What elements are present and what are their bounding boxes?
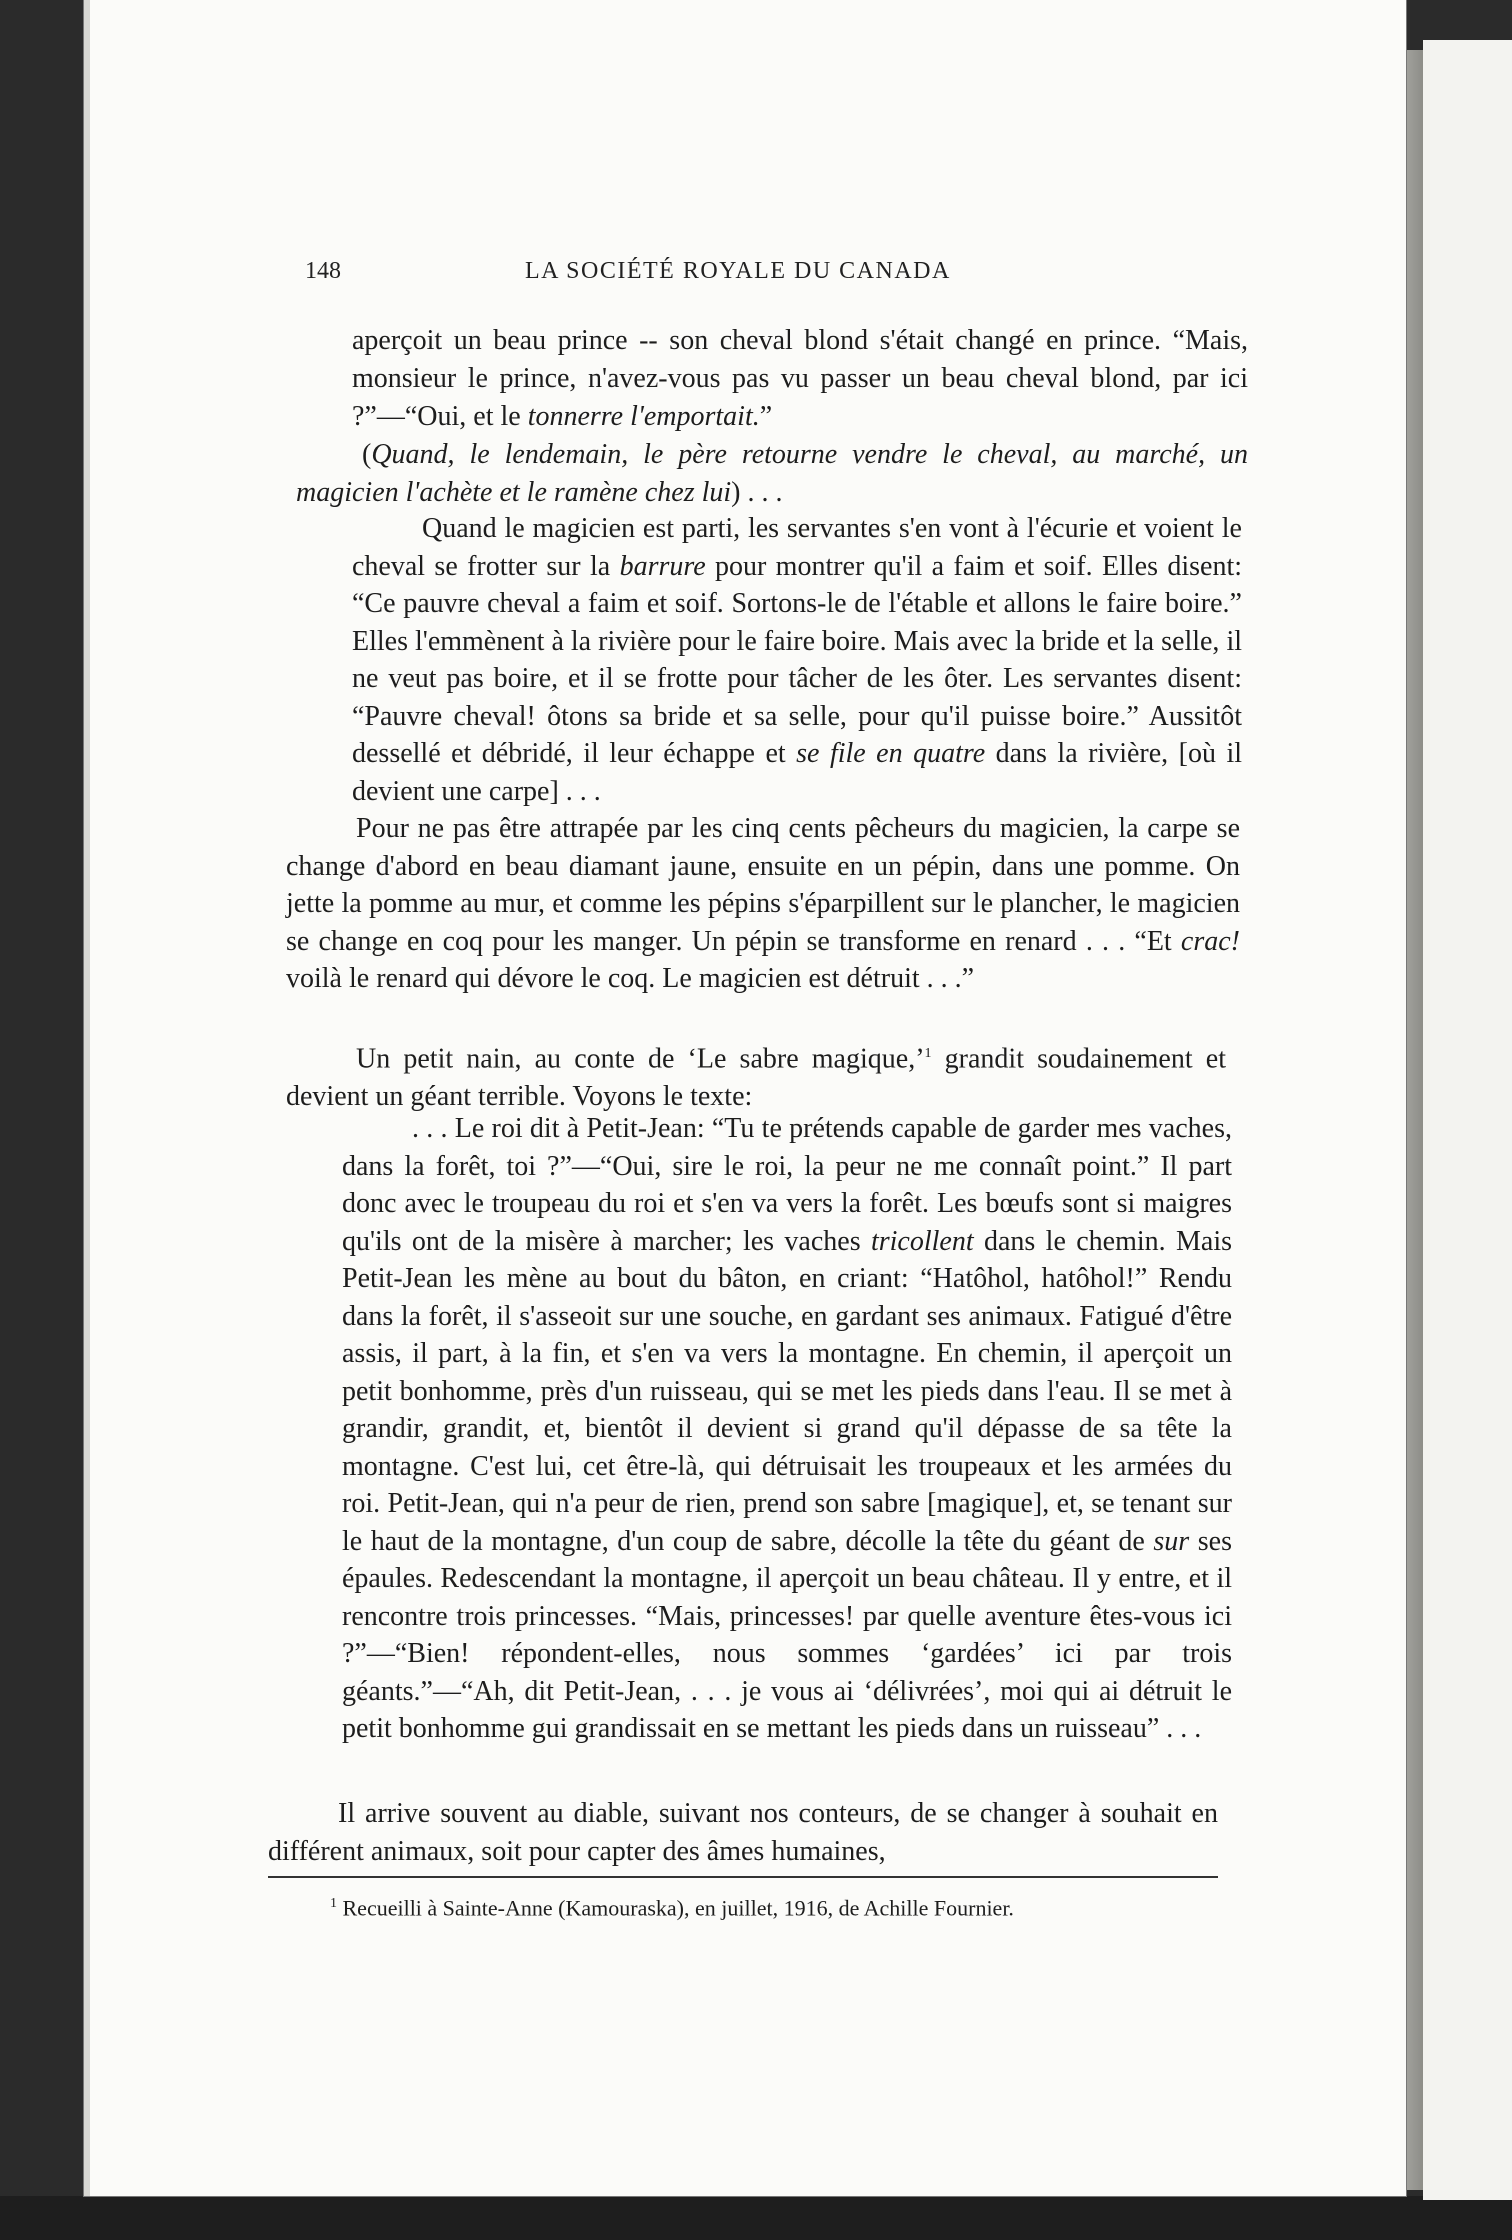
paragraph-2 [296, 436, 1248, 512]
paragraph-6-text-a: . . . Le roi dit à Petit-Jean: “Tu te prétends capable de garder mes vaches, dans la forêt, toi ?”—“Oui, sire le roi, la peur ne me connaît point.” Il part donc avec le troupeau du roi et s'en va vers la forêt. Les bœufs sont si maigres qu'ils ont de la misère à marcher; les vaches [342, 1113, 1232, 1257]
scan-background [0, 2196, 1512, 2240]
paragraph-6 [342, 1110, 1232, 1748]
paragraph-6-italic: tricollent [870, 1225, 974, 1257]
page-number: 148 [305, 258, 341, 284]
paragraph-3-text-a: Quand le magicien est parti, les servantes s'en vont à l'écurie et voient le cheval se frotter sur la [352, 513, 1242, 582]
footnote-rule [268, 1876, 1218, 1878]
paragraph-2-open: ( [362, 439, 372, 470]
footnote [330, 1890, 1230, 1922]
paragraph-7-text: Il arrive souvent au diable, suivant nos conteurs, de se changer à souhait en différent animaux, soit pour capter des âmes humaines, [268, 1798, 1218, 1867]
paragraph-3 [352, 510, 1242, 810]
paragraph-2-italic: Quand, le lendemain, le père retourne vendre le cheval, au marché, un magicien l'achète et le ramène chez lui [296, 439, 1248, 508]
paragraph-4 [286, 810, 1240, 998]
paragraph-4-italic: crac! [1180, 925, 1240, 957]
paragraph-1 [352, 322, 1248, 436]
paragraph-6-text-b: dans le chemin. Mais Petit-Jean les mène au bout du bâton, en criant: “Hatôhol, hatôhol!” Rendu dans la forêt, il s'asseoit sur une souche, en gardant ses animaux. Fatigué d'être assis, il part, à la fin, et s'en va vers la montagne. En chemin, il aperçoit un petit bonhomme, près d'un ruisseau, qui se met les pieds dans l'eau. Il se met à grandir, grandit, et, bientôt il devient si grand qu'il dépasse de sa tête la montagne. C'est lui, cet être-là, qui détruisait les troupeaux et les armées du roi. Petit-Jean, qui n'a peur de rien, prend son sabre [magique], et, se tenant sur le haut de la montagne, d'un coup de sabre, décolle la tête du géant de [342, 1225, 1232, 1557]
paragraph-1-italic: tonnerre l'emportait. [527, 401, 760, 432]
paragraph-1-text: aperçoit un beau prince -- son cheval blond s'était changé en prince. “Mais, monsieur le prince, n'avez-vous pas vu passer un beau cheval blond, par ici ?”—“Oui, et le [352, 325, 1248, 432]
paragraph-2-end: ) . . . [731, 477, 783, 508]
paragraph-6-italic-2: sur [1153, 1525, 1190, 1557]
paragraph-3-italic-2: se file en quatre [796, 738, 986, 769]
paragraph-6-text-c: ses épaules. Redescendant la montagne, il aperçoit un beau château. Il y entre, et il rencontre trois princesses. “Mais, princesses! par quelle aventure êtes-vous ici ?”—“Bien! répondent-elles, nous sommes ‘gardées’ ici par trois géants.”—“Ah, dit Petit-Jean, . . . je vous ai ‘délivrées’, moi qui ai détruit le petit bonhomme gui grandissait en se mettant les pieds dans un ruisseau” . . . [342, 1525, 1232, 1744]
paragraph-5 [286, 1035, 1226, 1115]
footnote-text: Recueilli à Sainte-Anne (Kamouraska), en juillet, 1916, de Achille Fournier. [337, 1895, 1014, 1921]
footnote-ref: 1 [924, 1046, 932, 1061]
paragraph-7 [268, 1795, 1218, 1870]
paragraph-4-text-a: Pour ne pas être attrapée par les cinq cents pêcheurs du magicien, la carpe se change d'abord en beau diamant jaune, ensuite en un pépin, dans une pomme. On jette la pomme au mur, et comme les pépins s'éparpillent sur le plancher, le magicien se change en coq pour les manger. Un pépin se transforme en renard . . . “Et [286, 813, 1240, 957]
paragraph-4-text-b: voilà le renard qui dévore le coq. Le magicien est détruit . . .” [286, 963, 975, 994]
paragraph-5-text-b: grandit soudainement et devient un géant terrible. Voyons le texte: [286, 1043, 1226, 1112]
page-header [305, 258, 1255, 298]
paragraph-1-end: ” [759, 401, 773, 432]
paragraph-3-text-b: pour montrer qu'il a faim et soif. Elles disent: “Ce pauvre cheval a faim et soif. Sortons-le de l'étable et allons le faire boire.” Elles l'emmènent à la rivière pour le faire boire. Mais avec la bride et la selle, il ne veut pas boire, et il se frotte pour tâcher de les ôter. Les servantes disent: “Pauvre cheval! ôtons sa bride et sa selle, pour qu'il puisse boire.” Aussitôt dessellé et débridé, il leur échappe et [352, 550, 1243, 769]
paragraph-5-text-a: Un petit nain, au conte de ‘Le sabre magique,’ [356, 1043, 925, 1075]
footnote-marker: 1 [330, 1896, 337, 1911]
paragraph-3-italic: barrure [619, 550, 706, 582]
paragraph-3-text-c: dans la rivière, [où il devient une carpe] . . . [352, 738, 1243, 807]
scan-edge [1423, 40, 1512, 2200]
running-head: LA SOCIÉTÉ ROYALE DU CANADA [525, 258, 951, 284]
